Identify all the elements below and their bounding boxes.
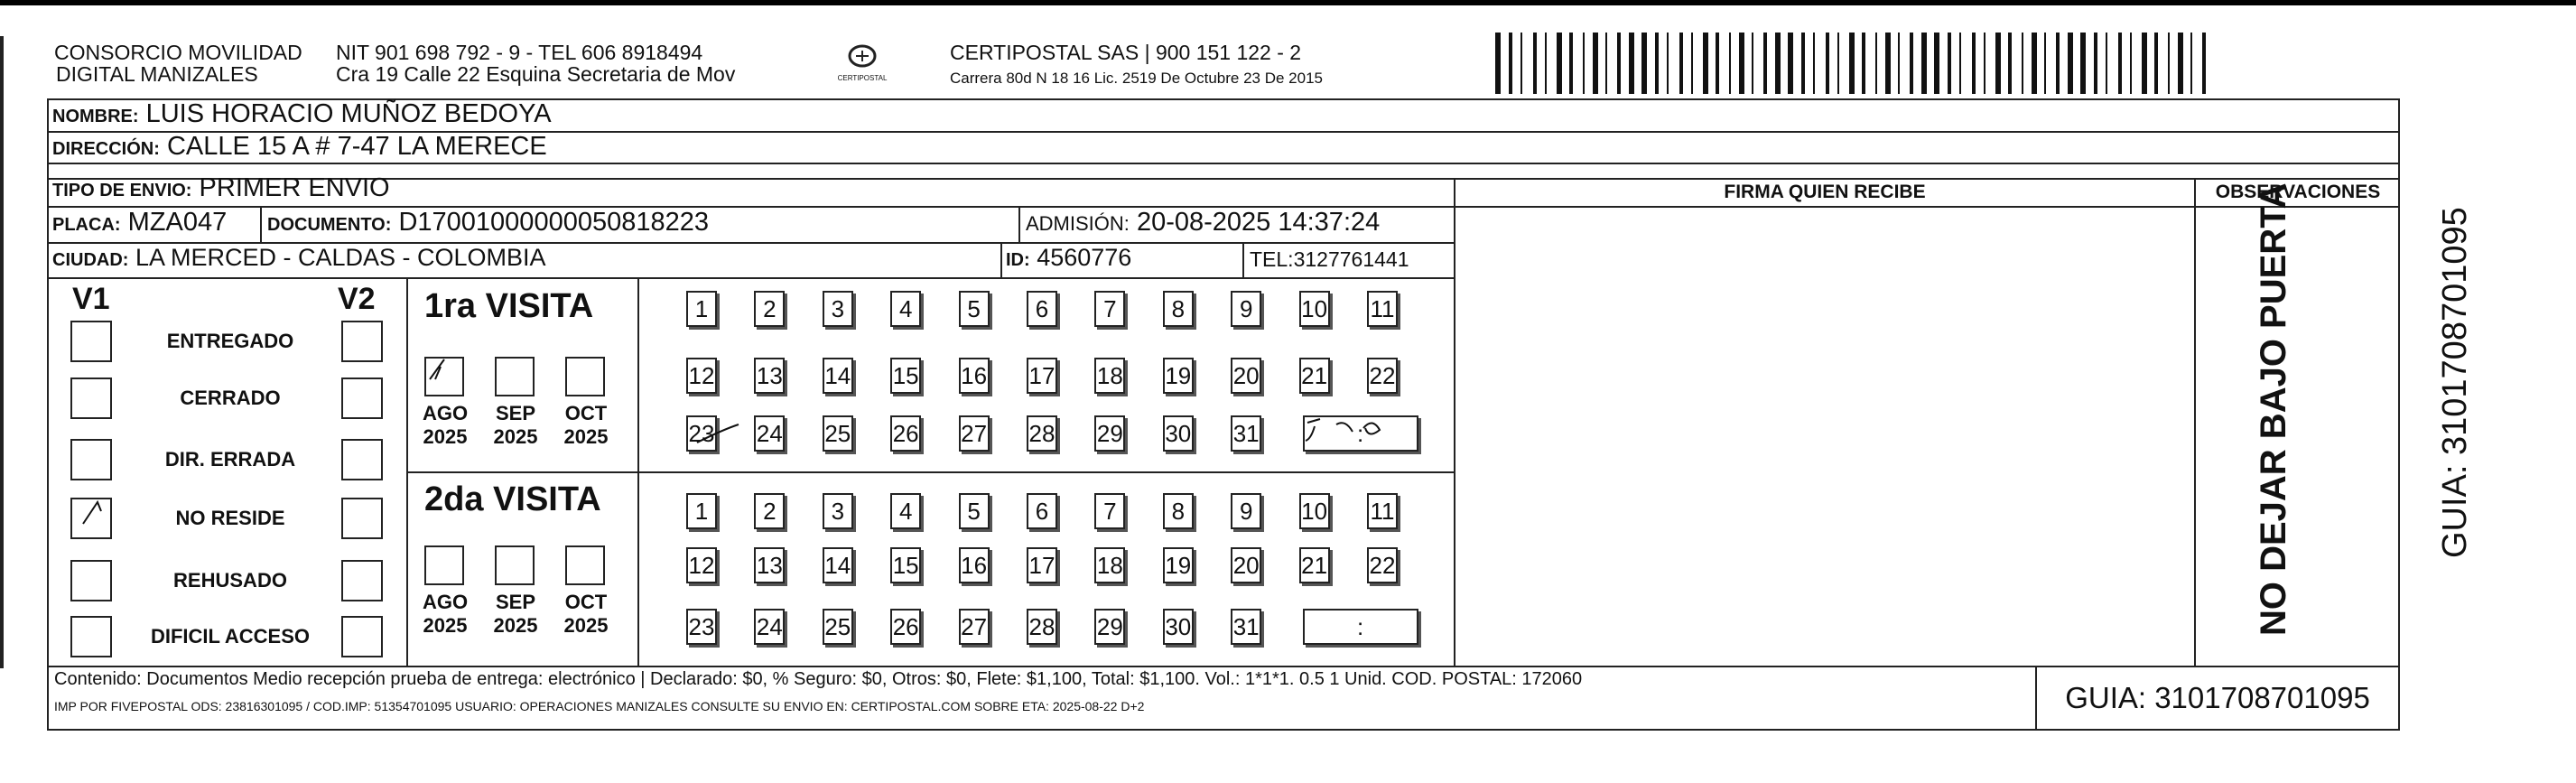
day-box[interactable]: 3: [823, 493, 853, 529]
day-box[interactable]: 16: [959, 358, 990, 394]
tipo-envio-label: TIPO DE ENVIO:: [52, 181, 192, 200]
day-box[interactable]: 28: [1027, 609, 1057, 645]
day-box[interactable]: 1: [686, 493, 717, 529]
left-edge-line: [0, 36, 4, 668]
id-value: 4560776: [1037, 244, 1132, 271]
observaciones-header: OBSERVACIONES: [2215, 182, 2381, 202]
day-box[interactable]: 11: [1367, 493, 1398, 529]
day-box[interactable]: 13: [754, 358, 785, 394]
day-box[interactable]: 27: [959, 415, 990, 452]
day-box[interactable]: 19: [1163, 358, 1194, 394]
day-box[interactable]: 5: [959, 291, 990, 327]
second-visit-title: 2da VISITA: [424, 480, 601, 518]
day-box[interactable]: 1: [686, 291, 717, 327]
company-name-line1: CONSORCIO MOVILIDAD: [54, 41, 302, 64]
month-checkbox[interactable]: [565, 357, 605, 396]
placa-field: [52, 208, 227, 238]
day-box[interactable]: 24: [754, 609, 785, 645]
day-box[interactable]: 21: [1299, 547, 1330, 583]
row-divider: [406, 471, 1454, 473]
v2-checkbox[interactable]: [341, 616, 383, 657]
tel-value: 3127761441: [1293, 247, 1409, 271]
side-guia: GUIA: 3101708701095: [2436, 207, 2474, 558]
day-box[interactable]: 7: [1094, 493, 1125, 529]
nombre-field: [52, 99, 552, 129]
day-box[interactable]: 31: [1231, 609, 1261, 645]
day-box[interactable]: 10: [1299, 493, 1330, 529]
month-label: OCT 2025: [563, 402, 609, 448]
footer-guia: GUIA: 3101708701095: [2065, 681, 2370, 714]
footer-content-line: Contenido: Documentos Medio recepción prueba de entrega: electrónico | Declarado: $0, % Seguro: $0, Otros: $0, Flete: $1,100, Total: $1,100. Vol.: 1*1*1. 0.5 1 Unid. COD. POSTAL: 172060: [54, 669, 1583, 689]
v1-checkbox[interactable]: [70, 616, 112, 657]
ciudad-field: [52, 244, 546, 272]
barcode: [0, 0, 2576, 108]
v1-checkbox[interactable]: [70, 439, 112, 480]
placa-value: MZA047: [127, 208, 228, 237]
day-box[interactable]: 31: [1231, 415, 1261, 452]
day-box[interactable]: 21: [1299, 358, 1330, 394]
option-label: ENTREGADO: [166, 330, 294, 352]
firma-header: FIRMA QUIEN RECIBE: [1724, 182, 1926, 202]
day-box[interactable]: 30: [1163, 415, 1194, 452]
footer-print-line: IMP POR FIVEPOSTAL ODS: 23816301095 / COD.IMP: 51354701095 USUARIO: OPERACIONES MANIZALES CONSULTE SU ENVIO EN: CERTIPOSTAL.COM SOBRE ETA: 2025-08-22 D+2: [54, 699, 1145, 713]
month-label: AGO 2025: [422, 591, 469, 637]
direccion-label: DIRECCIÓN:: [52, 139, 160, 159]
tel-field: [1250, 247, 1409, 272]
company-nit: NIT 901 698 792 - 9 - TEL 606 8918494: [336, 41, 703, 64]
signature-area[interactable]: [1457, 208, 2192, 664]
day-box[interactable]: 16: [959, 547, 990, 583]
day-box[interactable]: 25: [823, 609, 853, 645]
day-box[interactable]: 17: [1027, 358, 1057, 394]
day-box[interactable]: 26: [890, 415, 921, 452]
admision-value: 20-08-2025 14:37:24: [1136, 208, 1381, 237]
day-box[interactable]: 17: [1027, 547, 1057, 583]
placa-label: PLACA:: [52, 215, 121, 235]
option-label: DIR. ERRADA: [164, 448, 296, 471]
v2-checkbox[interactable]: [341, 378, 383, 419]
day-box[interactable]: 25: [823, 415, 853, 452]
month-checkbox[interactable]: [424, 545, 464, 585]
day-box[interactable]: 5: [959, 493, 990, 529]
row-divider: [47, 163, 2400, 164]
month-label: SEP 2025: [493, 591, 538, 637]
day-box[interactable]: 14: [823, 358, 853, 394]
nombre-label: NOMBRE:: [52, 107, 139, 126]
month-checkbox[interactable]: [495, 545, 535, 585]
day-box[interactable]: 23: [686, 415, 717, 452]
day-box[interactable]: 30: [1163, 609, 1194, 645]
side-warning: NO DEJAR BAJO PUERTA: [2254, 182, 2293, 636]
day-box[interactable]: 2: [754, 291, 785, 327]
day-box[interactable]: 11: [1367, 291, 1398, 327]
day-box[interactable]: 29: [1094, 609, 1125, 645]
day-box[interactable]: 10: [1299, 291, 1330, 327]
column-divider: [1018, 206, 1020, 242]
column-divider: [2194, 178, 2196, 666]
day-box[interactable]: 4: [890, 291, 921, 327]
day-box[interactable]: 8: [1163, 291, 1194, 327]
tipo-envio-field: [52, 173, 390, 203]
time-box[interactable]: :: [1303, 609, 1418, 645]
documento-field: [267, 208, 709, 238]
day-box[interactable]: 20: [1231, 547, 1261, 583]
option-label: CERRADO: [180, 387, 281, 409]
row-divider: [47, 277, 1455, 279]
day-box[interactable]: 24: [754, 415, 785, 452]
v1-checkbox[interactable]: [70, 560, 112, 601]
day-box[interactable]: 23: [686, 609, 717, 645]
day-box[interactable]: 6: [1027, 493, 1057, 529]
logo-text: CERTIPOSTAL: [837, 74, 888, 82]
month-checkbox[interactable]: [424, 357, 464, 396]
option-label: DIFICIL ACCESO: [150, 625, 310, 648]
first-visit-title: 1ra VISITA: [424, 287, 594, 325]
v1-checkbox[interactable]: [70, 321, 112, 362]
day-box[interactable]: 26: [890, 609, 921, 645]
company-address: Cra 19 Calle 22 Esquina Secretaria de Mov: [336, 62, 736, 86]
day-box[interactable]: 22: [1367, 547, 1398, 583]
admision-field: [1026, 208, 1380, 238]
documento-label: DOCUMENTO:: [267, 215, 392, 235]
tel-label: TEL:: [1250, 247, 1294, 271]
column-divider: [1454, 178, 1455, 666]
column-divider: [1242, 242, 1244, 277]
day-box[interactable]: 19: [1163, 547, 1194, 583]
tipo-envio-value: PRIMER ENVIO: [199, 173, 390, 202]
day-box[interactable]: 13: [754, 547, 785, 583]
id-field: [1006, 244, 1131, 272]
direccion-value: CALLE 15 A # 7-47 LA MERECE: [166, 132, 547, 161]
documento-value: D17001000000050818223: [398, 208, 709, 237]
v2-label: V2: [338, 282, 376, 316]
row-divider: [47, 666, 2400, 667]
day-box[interactable]: 18: [1094, 358, 1125, 394]
v2-checkbox[interactable]: [341, 439, 383, 480]
day-box[interactable]: 12: [686, 358, 717, 394]
v2-checkbox[interactable]: [341, 321, 383, 362]
day-box[interactable]: 29: [1094, 415, 1125, 452]
certipostal-info-line2: Carrera 80d N 18 16 Lic. 2519 De Octubre 23 De 2015: [950, 70, 1323, 87]
day-box[interactable]: 9: [1231, 291, 1261, 327]
day-box[interactable]: 4: [890, 493, 921, 529]
nombre-value: LUIS HORACIO MUÑOZ BEDOYA: [145, 99, 552, 128]
day-box[interactable]: 22: [1367, 358, 1398, 394]
column-divider: [1000, 242, 1002, 277]
day-box[interactable]: 20: [1231, 358, 1261, 394]
day-box[interactable]: 6: [1027, 291, 1057, 327]
v2-checkbox[interactable]: [341, 498, 383, 539]
ciudad-label: CIUDAD:: [52, 250, 129, 270]
day-box[interactable]: 3: [823, 291, 853, 327]
day-box[interactable]: 27: [959, 609, 990, 645]
month-label: OCT 2025: [563, 591, 609, 637]
v2-checkbox[interactable]: [341, 560, 383, 601]
day-box[interactable]: 2: [754, 493, 785, 529]
v1-label: V1: [72, 282, 110, 316]
id-label: ID:: [1006, 250, 1030, 270]
day-box[interactable]: 7: [1094, 291, 1125, 327]
direccion-field: [52, 132, 547, 162]
company-name-line2: DIGITAL MANIZALES: [56, 62, 258, 86]
month-checkbox[interactable]: [495, 357, 535, 396]
v1-checkbox[interactable]: [70, 498, 112, 539]
option-label: REHUSADO: [173, 569, 287, 592]
day-box[interactable]: 15: [890, 358, 921, 394]
day-box[interactable]: 9: [1231, 493, 1261, 529]
day-box[interactable]: 28: [1027, 415, 1057, 452]
month-checkbox[interactable]: [565, 545, 605, 585]
month-label: SEP 2025: [493, 402, 538, 448]
day-box[interactable]: 12: [686, 547, 717, 583]
day-box[interactable]: 14: [823, 547, 853, 583]
observaciones-area[interactable]: [2198, 208, 2398, 664]
month-label: AGO 2025: [422, 402, 469, 448]
certipostal-info-line1: CERTIPOSTAL SAS | 900 151 122 - 2: [950, 41, 1302, 64]
option-label: NO RESIDE: [175, 507, 285, 529]
day-box[interactable]: 8: [1163, 493, 1194, 529]
day-box[interactable]: 18: [1094, 547, 1125, 583]
time-box[interactable]: :: [1303, 415, 1418, 452]
v1-checkbox[interactable]: [70, 378, 112, 419]
day-box[interactable]: 15: [890, 547, 921, 583]
ciudad-value: LA MERCED - CALDAS - COLOMBIA: [135, 244, 546, 271]
column-divider: [260, 206, 262, 242]
admision-label: ADMISIÓN:: [1026, 212, 1130, 235]
